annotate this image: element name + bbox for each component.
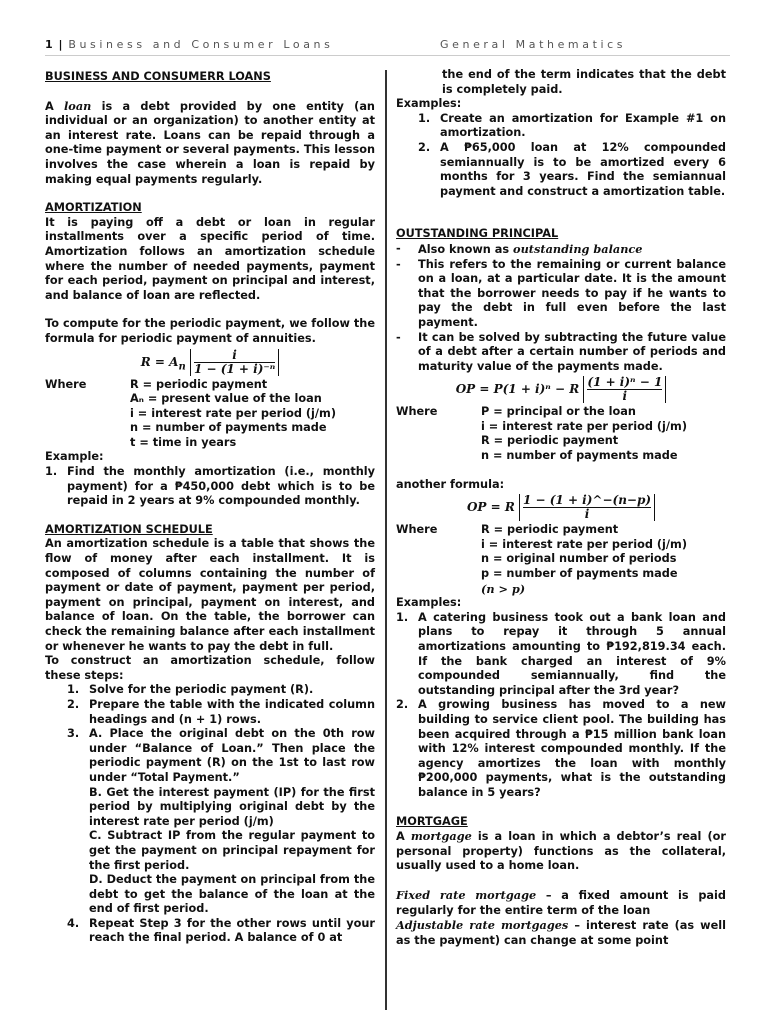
example-item: 2. A ₱65,000 loan at 12% compounded semiannually is to be amortized every 6 months for 3 years. Find the semiannual payment and construct a amortization table. xyxy=(418,140,726,198)
continued-text: the end of the term indicates that the debt is completely paid. xyxy=(442,68,726,96)
examples-heading: Examples: xyxy=(396,97,462,111)
bullet-item: - Also known as outstanding balance xyxy=(396,241,643,256)
examples-heading: Examples: xyxy=(396,596,462,610)
outstanding-principal-heading: OUTSTANDING PRINCIPAL xyxy=(396,227,559,241)
construct-paragraph: To construct an amortization schedule, follow these steps: xyxy=(45,654,375,682)
left-column xyxy=(45,68,375,946)
substep-item: B. Get the interest payment (IP) for the first period by multiplying original debt by the interest rate per period (j/m) xyxy=(89,785,375,828)
substep-item: D. Deduct the payment on principal from the debt to get the balance of the loan at the end of first period. xyxy=(89,873,375,916)
another-formula: OP = R $\frac{1 - (1 + i)\^{}-(n-p)}{i}$ xyxy=(396,494,726,521)
step-item: 4. Repeat Step 3 for the other rows until your reach the final period. A balance of 0 at xyxy=(67,916,375,945)
header-left-title: Business and Consumer Loans xyxy=(68,38,334,51)
right-column xyxy=(396,68,726,948)
adjustable-rate-paragraph: Adjustable rate mortgages – interest rate (as well as the payment) can change at some point xyxy=(396,918,726,947)
substep-item: C. Subtract IP from the regular payment to get the payment on principal repayment for the first period. xyxy=(89,829,375,872)
page-number: 1 xyxy=(45,38,54,51)
outstanding-principal-formula: OP = P(1 + i)ⁿ − R $\frac{\text{(1 + i)ⁿ − 1}}{i}$ xyxy=(396,376,726,403)
periodic-payment-formula: $R = A_n$ $\frac{i}{\text{1 − (1 + i)⁻ⁿ}}$ xyxy=(45,349,375,376)
example-item: 1. A catering business took out a bank loan and plans to repay it through 5 annual amortizations amounting to ₱192,819.34 each. If the bank charged an interest of 9% compounded semiannually, find the outstanding principal after the 3rd year? xyxy=(396,610,726,697)
doc-title: BUSINESS AND CONSUMERR LOANS xyxy=(45,70,271,83)
definitions: Where P = principal or the loan i = interest rate per period (j/m) R = periodic payment n = number of payments made xyxy=(396,405,687,463)
amortization-paragraph: It is paying off a debt or loan in regular installments over a specific period of time. Amortization follows an amortization schedule where the number of needed payments, payment for each period, payment on principal and interest, and balance of loan are reflected. xyxy=(45,215,375,302)
page-header: 1 | Business and Consumer Loans General Mathematics xyxy=(45,38,730,56)
example-item: 2. A growing business has moved to a new building to service client pool. The building has been acquired through a ₱15 million bank loan with 12% interest compounded monthly. If the agency amortizes the loan with monthly ₱200,000 payments, what is the outstanding balance in 5 years? xyxy=(396,698,726,799)
example-heading: Example: xyxy=(45,450,104,464)
step-item: 2. Prepare the table with the indicated column headings and (n + 1) rows. xyxy=(67,697,375,726)
step-item: 3. A. Place the original debt on the 0th row under “Balance of Loan.” Then place the periodic payment (R) on the 1st to last row under “Total Payment.” xyxy=(67,727,375,784)
schedule-heading: AMORTIZATION SCHEDULE xyxy=(45,522,213,536)
amortization-heading: AMORTIZATION xyxy=(45,201,142,215)
bullet-item: - This refers to the remaining or current balance on a loan, at a particular date. It is the amount that the borrower needs to pay if he wants to pay the debt in full even before the last payment. xyxy=(396,257,726,329)
mortgage-heading: MORTGAGE xyxy=(396,814,468,828)
mortgage-paragraph: A mortgage is a loan in which a debtor’s real (or personal property) functions as the collateral, usually used to a home loan. xyxy=(396,829,726,873)
example-item: 1. Create an amortization for Example #1 on amortization. xyxy=(418,111,726,140)
definitions: Where R = periodic payment Aₙ = present value of the loan i = interest rate per period (j/m) n = number of payments made t = time in years xyxy=(45,377,336,449)
another-formula-label: another formula: xyxy=(396,477,505,491)
compute-paragraph: To compute for the periodic payment, we follow the formula for periodic payment of annuities. xyxy=(45,317,375,345)
step-item: 1. Solve for the periodic payment (R). xyxy=(67,683,314,697)
bullet-item: - It can be solved by subtracting the future value of a debt after a certain number of periods and maturity value of the payments made. xyxy=(396,330,726,373)
fixed-rate-paragraph: Fixed rate mortgage – a fixed amount is paid regularly for the entire term of the loan xyxy=(396,887,726,917)
definitions: Where R = periodic payment i = interest rate per period (j/m) n = original number of periods p = number of payments made (n > p) xyxy=(396,523,687,596)
intro-paragraph: A loan is a debt provided by one entity (an individual or an organization) to another entity at an interest rate. Loans can be repaid through a one-time payment or several payments. This lesson involves the case wherein a loan is repaid by making equal payments regularly. xyxy=(45,98,375,186)
schedule-paragraph: An amortization schedule is a table that shows the flow of money after each installment. It is composed of columns containing the number of payment or date of payment, payment per period, payment on principal, payment on interest, and balance of loan. On the table, the borrower can check the remaining balance after each installment or whenever he wants to pay the debt in full. xyxy=(45,537,375,653)
header-right-title: General Mathematics xyxy=(440,38,627,51)
column-divider xyxy=(385,70,387,1010)
example-item: 1. Find the monthly amortization (i.e., monthly payment) for a ₱450,000 debt which is to be repaid in 2 years at 9% compounded monthly. xyxy=(45,465,375,508)
